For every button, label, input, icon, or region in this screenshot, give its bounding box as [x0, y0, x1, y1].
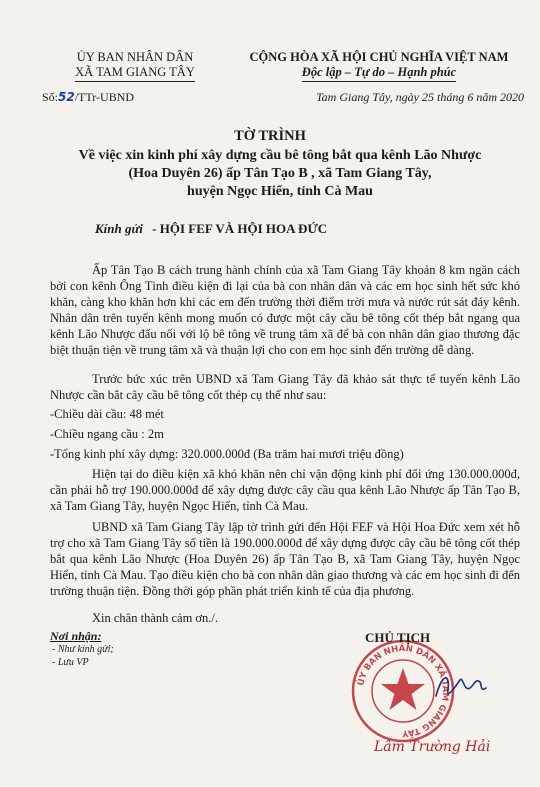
signer-name: Lâm Trường Hải: [374, 739, 491, 755]
national-header: [234, 50, 524, 82]
spec-item-cost: [50, 446, 520, 462]
stamp-text: ỦY BAN NHÂN DÂN XÃ TAM GIANG TÂY: [356, 643, 451, 739]
spec-item-width: [50, 426, 520, 442]
document-title: TỜ TRÌNH: [234, 128, 306, 144]
recipients-label: Nơi nhận:: [50, 629, 102, 643]
spec-item-length: [50, 406, 520, 422]
spec-item-width-text: -Chiều ngang cầu : 2m: [50, 427, 164, 441]
document-subject: [40, 147, 520, 201]
paragraph-1: [50, 262, 520, 358]
spec-item-length-text: -Chiều dài cầu: 48 mét: [50, 407, 164, 421]
recipient-value: - HỘI FEF VÀ HỘI HOA ĐỨC: [152, 221, 328, 236]
paragraph-4: [50, 519, 520, 599]
signer-title: CHỦ TỊCH: [365, 630, 431, 645]
doc-number-suffix: /TTr-UBND: [74, 90, 135, 104]
paragraph-2: [50, 371, 520, 403]
document-number: [42, 90, 134, 105]
paragraph-3: [50, 466, 520, 514]
paragraph-4-text: UBND xã Tam Giang Tây lập tờ trình gửi đến Hội FEF và Hội Hoa Đức xem xét hỗ trợ cho xã Tam Giang Tây số tiền là 190.000.000đ để xây dựng được cây cầu bê tông cốt thép bắt qua kênh Lão Nhược (Hoa Duyên 26) ấp Tân Tạo B, xã Tam Giang Tây, huyện Ngọc Hiển, tỉnh Cà Mau. Tạo điều kiện cho bà con nhân dân giao thương và các em học sinh đi đến trường thuận tiện. Đồng thời góp phần phát triển kinh tế của địa phương.: [50, 520, 520, 598]
handwritten-signature: [430, 666, 490, 706]
date-line: Tam Giang Tây, ngày 25 tháng 6 năm 2020: [316, 90, 524, 104]
stamp-star-icon: [381, 668, 425, 710]
issuer-block: [40, 50, 230, 82]
doc-number-prefix: Số:: [42, 90, 59, 104]
doc-number-value: 52: [58, 90, 75, 104]
motto-line: Độc lập – Tự do – Hạnh phúc: [302, 65, 456, 82]
paragraph-1-text: Ấp Tân Tạo B cách trung hành chính của xã Tam Giang Tây khoản 8 km ngăn cách bởi con kênh Ông Tình điều kiện đi lại của bà con nhân dân và các em học sinh hết sức khó khăn, càng kho khăn hơn khi các em đến trường thời điểm trời mưa và nước rút sát đáy kênh. Nhân dân trên tuyến kênh mong muốn có được một cây cầu bê tông cốt thép bắt ngang qua kênh Lão Nhược đấu nối với lộ bê tông về trung tâm xã để bà con nhân dân giao thương đặc biệt thuận tiện về trung tâm xã và thuận lợi cho con em học sinh đến trường dễ dàng.: [50, 263, 520, 357]
recipient-label: Kính gửi: [95, 221, 143, 236]
recipient-item: - Như kính gửi;: [52, 644, 114, 655]
subject-line1: Về việc xin kinh phí xây dựng cầu bê tông bắt qua kênh Lão Nhược: [78, 148, 482, 163]
issuer-line1: ỦY BAN NHÂN DÂN: [76, 50, 194, 64]
recipient-item: - Lưu VP: [52, 657, 89, 668]
closing-thanks: Xin chân thành cảm ơn./.: [92, 611, 219, 625]
recipient-line: [95, 221, 327, 237]
paragraph-2-text: Trước bức xúc trên UBND xã Tam Giang Tây đã khảo sát thực tế tuyến kênh Lão Nhược cần bắt cây cầu bê tông cốt thép cụ thể như sau:: [50, 372, 520, 402]
subject-line2: (Hoa Duyên 26) ấp Tân Tạo B , xã Tam Giang Tây,: [128, 166, 432, 181]
spec-item-cost-text: -Tổng kinh phí xây dựng: 320.000.000đ (Ba trăm hai mươi triệu đồng): [50, 447, 404, 461]
paragraph-3-text: Hiện tại do điều kiện xã khó khăn nên chỉ vận động kinh phí đối ứng 130.000.000đ, cần phải hỗ trợ 190.000.000đ để xây dựng được cây cầu qua kênh Lão Nhược ấp Tân Tạo B, xã Tam Giang Tây, huyện Ngọc Hiển, tỉnh Cà Mau.: [50, 467, 520, 513]
nation-line: CỘNG HÒA XÃ HỘI CHỦ NGHĨA VIỆT NAM: [249, 50, 509, 64]
subject-line3: huyện Ngọc Hiển, tỉnh Cà Mau: [187, 184, 373, 199]
issuer-line2: XÃ TAM GIANG TÂY: [75, 65, 195, 82]
